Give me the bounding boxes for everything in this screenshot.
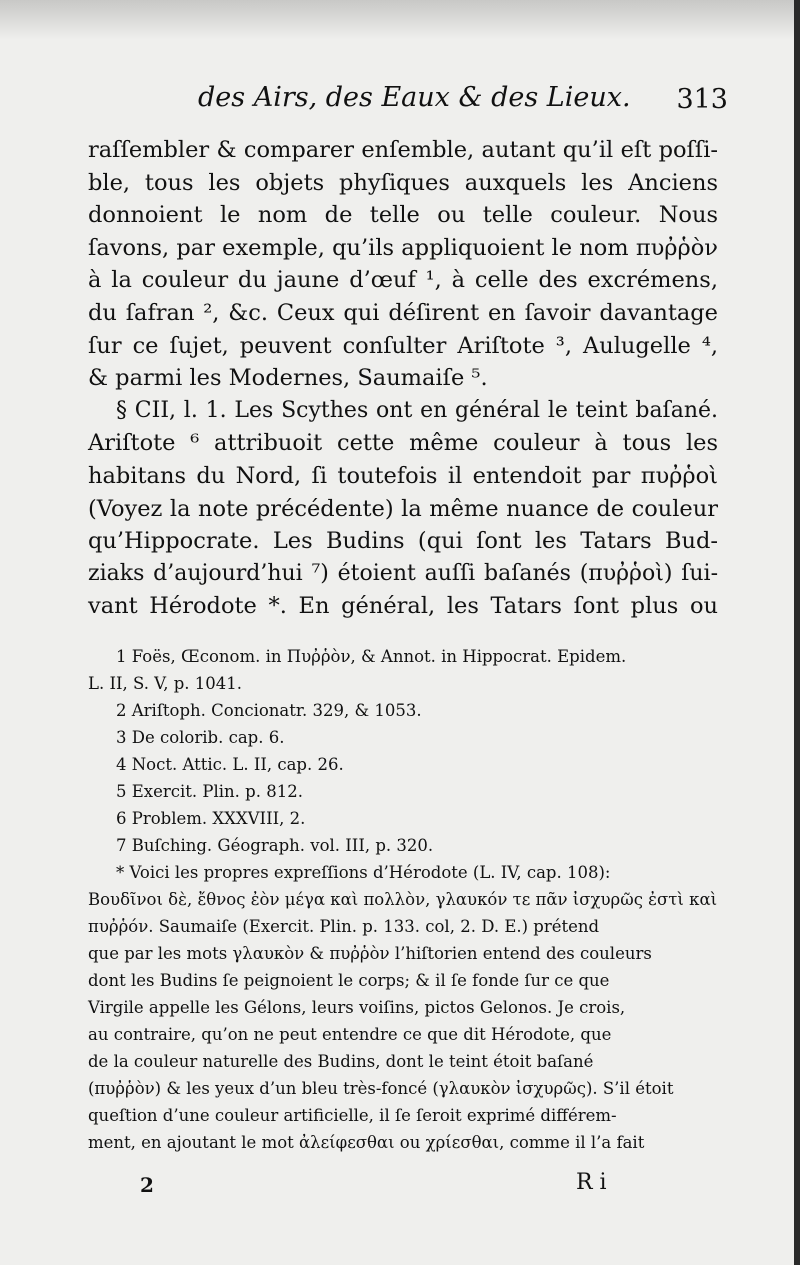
- text-line: (Voyez la note précédente) la même nuance de couleur: [88, 495, 718, 522]
- footnote: que par les mots γλαυκὸν & πυῤῥὸν l’hiſtorien entend des couleurs: [88, 944, 652, 963]
- running-head: des Airs, des Eaux & des Lieux.: [198, 82, 631, 113]
- page-header: [198, 82, 728, 122]
- text-line: qu’Hippocrate. Les Budins (qui ſont les Tatars Bud-: [88, 528, 718, 555]
- footnote: 5 Exercit. Plin. p. 812.: [116, 782, 303, 801]
- text-line: ſavons, par exemple, qu’ils appliquoient le nom πυῤῥὸν: [88, 234, 718, 261]
- footnotes: [88, 643, 730, 1156]
- text-line: § CII, l. 1. Les Scythes ont en général le teint baſané.: [116, 397, 718, 423]
- footnote: au contraire, qu’on ne peut entendre ce que dit Hérodote, que: [88, 1025, 612, 1044]
- footnote: Virgile appelle les Gélons, leurs voiſins, pictos Gelonos. Je crois,: [88, 998, 626, 1017]
- catchword: R i: [576, 1170, 607, 1195]
- footnote: 4 Noct. Attic. L. II, cap. 26.: [116, 755, 344, 774]
- footnote: L. II, S. V, p. 1041.: [88, 674, 242, 693]
- footnote: πυῤῥόν. Saumaiſe (Exercit. Plin. p. 133. col, 2. D. E.) prétend: [88, 917, 600, 936]
- footnote: queſtion d’une couleur artificielle, il ſe ſeroit exprimé différem-: [88, 1106, 617, 1125]
- text-line: ſur ce ſujet, peuvent conſulter Ariſtote ³, Aulugelle ⁴,: [88, 332, 718, 359]
- footnote: ment, en ajoutant le mot ἀλείφεσθαι ou χρίεσθαι, comme il l’a fait: [88, 1133, 645, 1152]
- footnote: dont les Budins ſe peignoient le corps; & il ſe fonde ſur ce que: [88, 971, 610, 990]
- main-text: [88, 134, 718, 623]
- page-number: 313: [676, 84, 728, 115]
- text-line: ble, tous les objets phyſiques auxquels les Anciens: [88, 169, 718, 196]
- footnote: 6 Problem. XXXVIII, 2.: [116, 809, 306, 828]
- text-line: ziaks d’aujourd’hui ⁷) étoient auſſi baſanés (πυῤῥοὶ) ſui-: [88, 560, 718, 586]
- scan-shadow: [0, 0, 800, 40]
- footnote: 7 Buſching. Géograph. vol. III, p. 320.: [116, 836, 434, 855]
- text-line: du ſafran ², &c. Ceux qui déſirent en ſavoir davantage: [88, 299, 718, 326]
- text-line: vant Hérodote *. En général, les Tatars ſont plus ou: [88, 593, 718, 620]
- footnote: (πυῤῥὸν) & les yeux d’un bleu très-foncé (γλαυκὸν ἰσχυρῶς). S’il étoit: [88, 1079, 674, 1098]
- page-edge: [794, 0, 800, 1265]
- signature-mark: 2: [140, 1173, 154, 1197]
- footnote: 3 De colorib. cap. 6.: [116, 728, 285, 747]
- footnote: 1 Foës, Œconom. in Πυῤῥὸν, & Annot. in Hippocrat. Epidem.: [116, 647, 627, 666]
- text-line: à la couleur du jaune d’œuf ¹, à celle des excrémens,: [88, 267, 718, 294]
- text-line: Ariſtote ⁶ attribuoit cette même couleur à tous les: [88, 430, 718, 457]
- text-line: habitans du Nord, ſi toutefois il entendoit par πυῤῥοὶ: [88, 462, 718, 489]
- text-line: raſſembler & comparer enſemble, autant qu’il eſt poſſi-: [88, 137, 718, 163]
- footnote: de la couleur naturelle des Budins, dont le teint étoit baſané: [88, 1052, 594, 1071]
- footnote: Βουδῖνοι δὲ, ἔθνος ἐὸν μέγα καὶ πολλὸν, γλαυκόν τε πᾶν ἰσχυρῶς ἐστὶ καὶ: [88, 890, 718, 909]
- footnote: 2 Ariſtoph. Concionatr. 329, & 1053.: [116, 701, 422, 720]
- text-line: donnoient le nom de telle ou telle couleur. Nous: [88, 202, 718, 229]
- footnote: * Voici les propres expreſſions d’Hérodote (L. IV, cap. 108):: [116, 863, 611, 882]
- text-line: & parmi les Modernes, Saumaiſe ⁵.: [88, 365, 488, 392]
